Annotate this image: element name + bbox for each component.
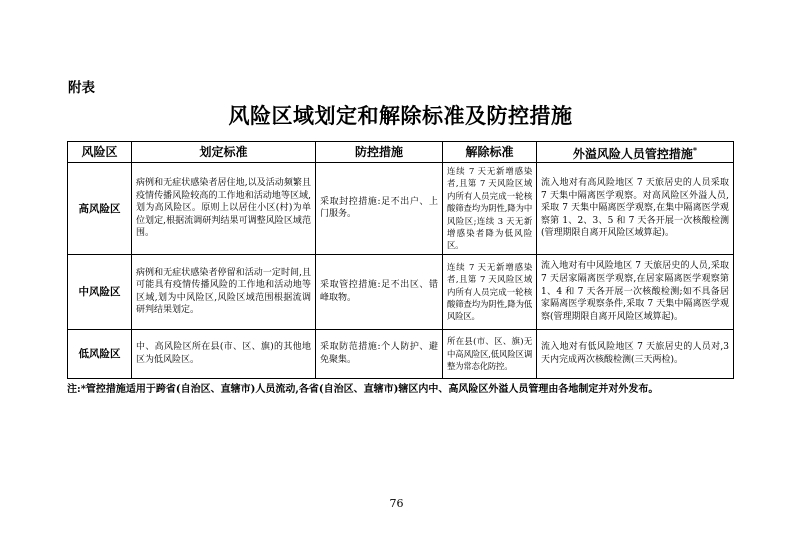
risk-zone-table <box>67 141 734 379</box>
col-header-release-criteria: 解除标准 <box>443 142 537 163</box>
zone-name-high: 高风险区 <box>68 163 132 255</box>
col-header-control-measures: 防控措施 <box>316 142 443 163</box>
medium-risk-designation-criteria: 病例和无症状感染者停留和活动一定时间,且可能具有疫情传播风险的工作地和活动地等区域,划为中风险区,风险区域范围根据流调研判结果划定。 <box>132 254 316 329</box>
col-header-spillover-label: 外溢风险人员管控措施 <box>572 147 693 161</box>
high-risk-release-criteria: 连续 7 天无新增感染者,且第 7 天风险区域内所有人员完成一轮核酸筛查均为阴性,降为中风险区;连续 3 天无新增感染者降为低风险区。 <box>443 163 537 255</box>
col-header-risk-zone: 风险区 <box>68 142 132 163</box>
high-risk-control-measures: 采取封控措施:足不出户、上门服务。 <box>316 163 443 255</box>
page-title: 风险区域划定和解除标准及防控措施 <box>228 105 573 128</box>
col-header-designation-criteria: 划定标准 <box>132 142 316 163</box>
footnote: 注:*管控措施适用于跨省(自治区、直辖市)人员流动,各省(自治区、直辖市)辖区内中、高风险区外溢人员管理由各地制定并对外发布。 <box>67 383 659 395</box>
medium-risk-spillover-measures: 流入地对有中风险地区 7 天旅居史的人员,采取 7 天居家隔离医学观察,在居家隔离医学观察第 1、4 和 7 天各开展一次核酸检测;如不具备居家隔离医学观察条件,采取 7 天集中隔离医学观察(管理期限自离开风险区域算起)。 <box>537 254 734 329</box>
low-risk-spillover-measures: 流入地对有低风险地区 7 天旅居史的人员对,3 天内完成两次核酸检测(三天两检)。 <box>537 329 734 378</box>
header-footnote-marker: * <box>692 145 698 155</box>
table-row-high-risk <box>68 163 734 255</box>
low-risk-designation-criteria: 中、高风险区所在县(市、区、旗)的其他地区为低风险区。 <box>132 329 316 378</box>
col-header-spillover-measures <box>537 142 734 163</box>
page-number: 76 <box>389 497 404 510</box>
table-row-medium-risk <box>68 254 734 329</box>
low-risk-control-measures: 采取防范措施:个人防护、避免聚集。 <box>316 329 443 378</box>
medium-risk-control-measures: 采取管控措施:足不出区、错峰取物。 <box>316 254 443 329</box>
low-risk-release-criteria: 所在县(市、区、旗)无中高风险区,低风险区调整为常态化防控。 <box>443 329 537 378</box>
table-header-row <box>68 142 734 163</box>
zone-name-medium: 中风险区 <box>68 254 132 329</box>
appendix-label: 附表 <box>68 80 95 95</box>
table-row-low-risk <box>68 329 734 378</box>
high-risk-spillover-measures: 流入地对有高风险地区 7 天旅居史的人员采取 7 天集中隔离医学观察。对高风险区外溢人员,采取 7 天集中隔离医学观察,在集中隔离医学观察第 1、2、3、5 和 7 天各开展一次核酸检测(管理期限自离开风险区域算起)。 <box>537 163 734 255</box>
medium-risk-release-criteria: 连续 7 天无新增感染者,且第 7 天风险区域内所有人员完成一轮核酸筛查均为阴性,降为低风险区。 <box>443 254 537 329</box>
zone-name-low: 低风险区 <box>68 329 132 378</box>
high-risk-designation-criteria: 病例和无症状感染者居住地,以及活动频繁且疫情传播风险较高的工作地和活动地等区域,划为高风险区。原则上以居住小区(村)为单位划定,根据流调研判结果可调整风险区域范围。 <box>132 163 316 255</box>
document-content <box>67 76 734 396</box>
